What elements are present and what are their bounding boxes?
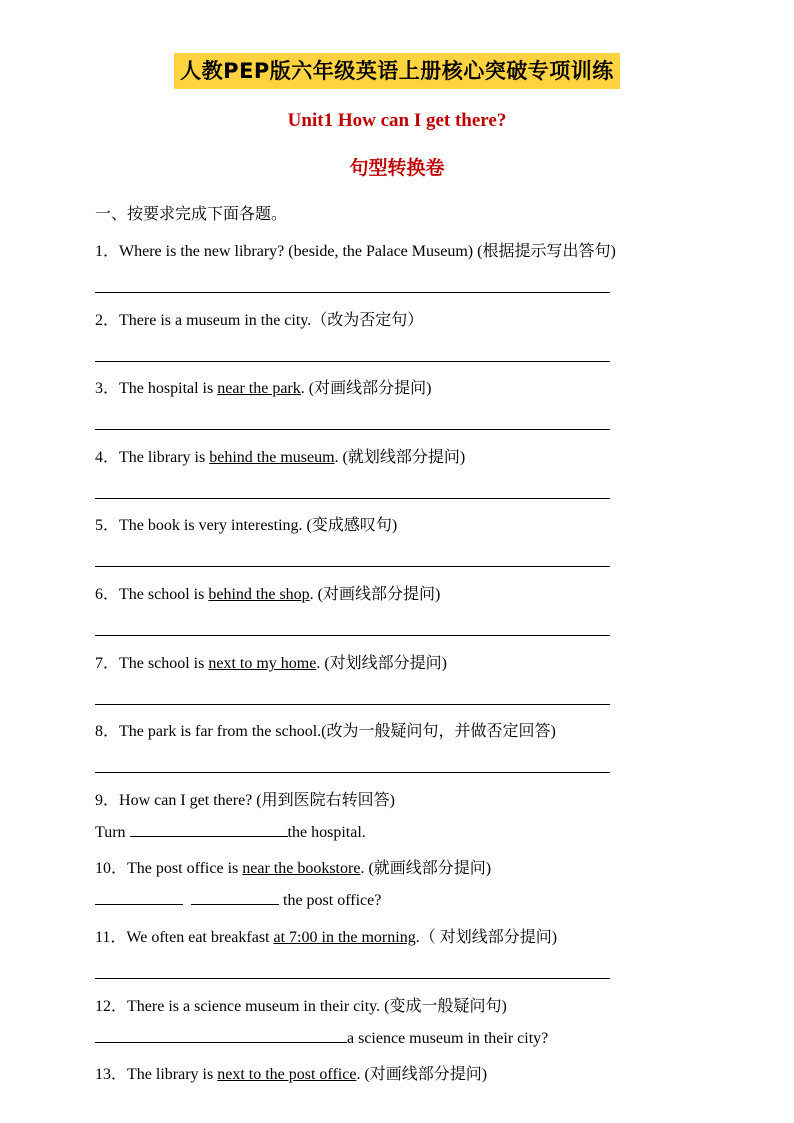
answer-line-8[interactable] xyxy=(95,772,610,773)
question-hint: (对画线部分提问) xyxy=(364,1066,488,1083)
question-hint: (根据提示写出答句) xyxy=(477,243,616,260)
question-text-end: . xyxy=(309,586,318,603)
answer-line-2[interactable] xyxy=(95,361,610,362)
question-text-end: .（ xyxy=(415,929,440,946)
section-instruction: 一、按要求完成下面各题。 xyxy=(95,204,288,223)
unit-heading: Unit1 How can I get there? xyxy=(287,110,507,131)
question-5 xyxy=(95,512,397,535)
question-number: 1． xyxy=(95,243,120,260)
fill-suffix: a science museum in their city? xyxy=(347,1030,549,1047)
question-text: The book is very interesting. xyxy=(119,517,307,534)
question-number: 12． xyxy=(95,998,128,1015)
question-9 xyxy=(95,787,395,810)
fill-suffix: the hospital. xyxy=(287,824,366,841)
question-text-end: . xyxy=(356,1066,365,1083)
question-8 xyxy=(95,718,556,741)
answer-line-11[interactable] xyxy=(95,978,610,979)
question-text: How can I get there? xyxy=(119,792,257,809)
question-7 xyxy=(95,650,447,673)
question-number: 11． xyxy=(95,929,127,946)
question-text: Where is the new library? (beside, the Palace Museum) xyxy=(119,243,478,260)
underlined-phrase: behind the museum xyxy=(209,449,335,466)
question-number: 6． xyxy=(95,586,120,603)
question-number: 2． xyxy=(95,312,120,329)
question-hint: (变成感叹句) xyxy=(306,517,398,534)
question-text-end: . xyxy=(334,449,343,466)
fill-prefix: Turn xyxy=(95,824,130,841)
worksheet-subtitle: 句型转换卷 xyxy=(349,157,445,179)
question-hint: (就画线部分提问) xyxy=(368,860,492,877)
question-3 xyxy=(95,375,431,398)
underlined-phrase: next to the post office xyxy=(217,1066,357,1083)
answer-line-4[interactable] xyxy=(95,498,610,499)
title-wrap xyxy=(0,53,794,89)
question-text: The hospital is xyxy=(119,380,218,397)
question-text: The school is xyxy=(119,586,209,603)
question-text: The post office is xyxy=(127,860,243,877)
question-number: 7． xyxy=(95,655,120,672)
question-number: 9． xyxy=(95,792,120,809)
question-text: The library is xyxy=(127,1066,218,1083)
question-text-end: . xyxy=(316,655,325,672)
question-hint: (用到医院右转回答) xyxy=(256,792,395,809)
question-text: We often eat breakfast xyxy=(126,929,274,946)
question-number: 13． xyxy=(95,1066,128,1083)
worksheet-title: 人教PEP版六年级英语上册核心突破专项训练 xyxy=(174,53,620,89)
question-hint: (改为一般疑问句，并做否定回答) xyxy=(321,723,556,740)
blank-field[interactable] xyxy=(191,890,279,905)
question-4 xyxy=(95,444,465,467)
question-hint: 对划线部分提问) xyxy=(439,929,558,946)
question-10 xyxy=(95,855,491,878)
question-hint: （改为否定句） xyxy=(311,312,424,329)
question-text: The school is xyxy=(119,655,209,672)
question-text: There is a science museum in their city. xyxy=(127,998,385,1015)
question-1 xyxy=(95,238,616,261)
underlined-phrase: next to my home xyxy=(208,655,317,672)
question-hint: (对画线部分提问) xyxy=(317,586,441,603)
question-hint: (就划线部分提问) xyxy=(342,449,466,466)
question-text: There is a museum in the city. xyxy=(119,312,312,329)
question-number: 5． xyxy=(95,517,120,534)
question-number: 3． xyxy=(95,380,120,397)
fill-line-10 xyxy=(95,890,381,910)
question-6 xyxy=(95,581,440,604)
answer-line-3[interactable] xyxy=(95,429,610,430)
answer-line-5[interactable] xyxy=(95,566,610,567)
blank-field[interactable] xyxy=(95,890,183,905)
question-11 xyxy=(95,924,557,947)
fill-line-12 xyxy=(95,1028,548,1048)
question-13 xyxy=(95,1061,487,1084)
underlined-phrase: behind the shop xyxy=(208,586,310,603)
question-number: 8． xyxy=(95,723,120,740)
underlined-phrase: at 7:00 in the morning xyxy=(273,929,416,946)
question-hint: (变成一般疑问句) xyxy=(384,998,507,1015)
question-text-end: . xyxy=(300,380,309,397)
answer-line-6[interactable] xyxy=(95,635,610,636)
blank-field[interactable] xyxy=(130,822,288,837)
question-text: The library is xyxy=(119,449,210,466)
answer-line-7[interactable] xyxy=(95,704,610,705)
underlined-phrase: near the park xyxy=(217,380,301,397)
answer-line-1[interactable] xyxy=(95,292,610,293)
blank-field[interactable] xyxy=(95,1028,347,1043)
question-12 xyxy=(95,993,507,1016)
fill-line-9 xyxy=(95,822,366,842)
fill-suffix: the post office? xyxy=(279,892,382,909)
question-number: 10． xyxy=(95,860,128,877)
question-text: The park is far from the school. xyxy=(119,723,322,740)
question-hint: (对划线部分提问) xyxy=(324,655,447,672)
underlined-phrase: near the bookstore xyxy=(242,860,361,877)
question-hint: (对画线部分提问) xyxy=(308,380,432,397)
question-number: 4． xyxy=(95,449,120,466)
question-2 xyxy=(95,307,423,330)
question-text-end: . xyxy=(360,860,369,877)
